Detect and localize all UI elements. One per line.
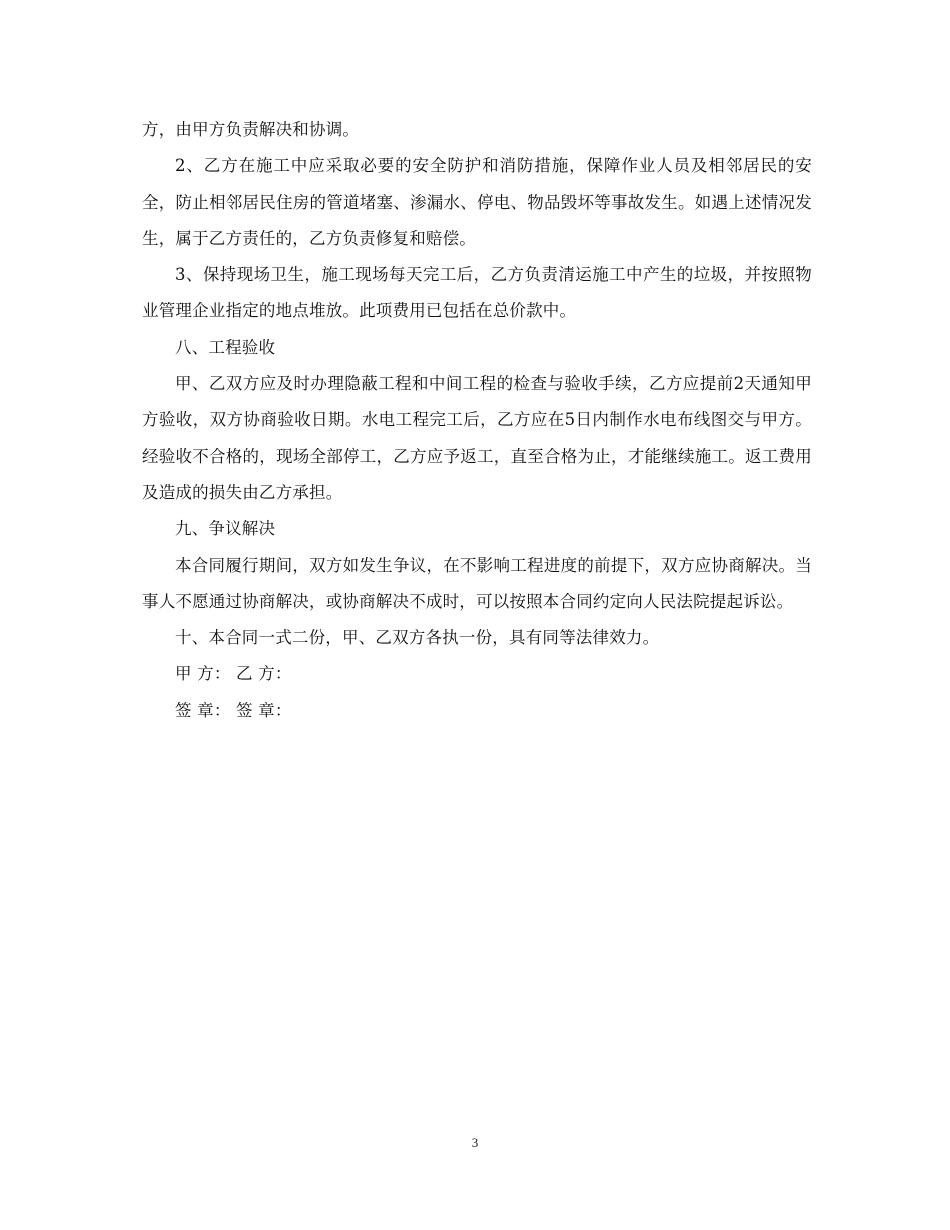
document-body (142, 112, 812, 729)
signature-seal-line: 签 章： 签 章： (175, 700, 292, 720)
signature-parties-line: 甲 方： 乙 方： (175, 664, 292, 684)
paragraph-acceptance: 甲、乙双方应及时办理隐蔽工程和中间工程的检查与验收手续，乙方应提前2天通知甲方验收，双方协商验收日期。水电工程完工后，乙方应在5日内制作水电布线图交与甲方。经验收不合格的，现场全部停工，乙方应予返工，直至合格为止，才能继续施工。返工费用及造成的损失由乙方承担。 (142, 374, 812, 502)
paragraph-dispute: 本合同履行期间，双方如发生争议，在不影响工程进度的前提下，双方应协商解决。当事人不愿通过协商解决，或协商解决不成时，可以按照本合同约定向人民法院提起诉讼。 (142, 555, 812, 611)
paragraph-continuation: 方，由甲方负责解决和协调。 (142, 120, 360, 139)
paragraph-site-hygiene: 3、保持现场卫生，施工现场每天完工后，乙方负责清运施工中产生的垃圾，并按照物业管理企业指定的地点堆放。此项费用已包括在总价款中。 (142, 265, 812, 321)
section-heading-dispute: 九、争议解决 (175, 519, 276, 539)
paragraph-safety-measures: 2、乙方在施工中应采取必要的安全防护和消防措施，保障作业人员及相邻居民的安全，防止相邻居民住房的管道堵塞、渗漏水、停电、物品毁坏等事故发生。如遇上述情况发生，属于乙方责任的，乙方负责修复和赔偿。 (142, 156, 812, 248)
section-heading-acceptance: 八、工程验收 (175, 337, 276, 357)
page-number: 3 (471, 1135, 479, 1150)
paragraph-copies: 十、本合同一式二份，甲、乙双方各执一份，具有同等法律效力。 (175, 628, 660, 648)
